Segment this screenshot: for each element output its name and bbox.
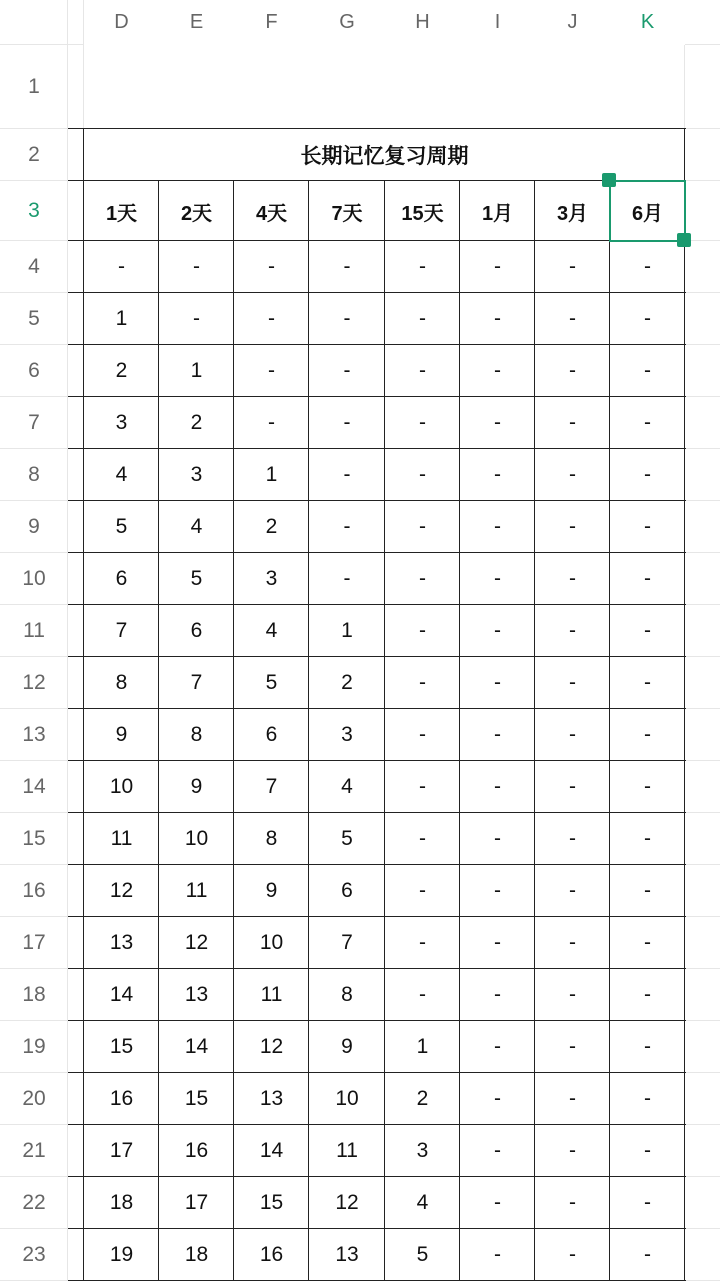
data-cell[interactable]: -	[644, 723, 651, 746]
data-cell[interactable]: 18	[109, 1191, 134, 1214]
data-cell[interactable]: -	[268, 307, 275, 330]
data-cell[interactable]: -	[644, 255, 651, 278]
row-header-4[interactable]: 4	[28, 255, 40, 278]
data-cell[interactable]: -	[569, 879, 576, 902]
table-border	[68, 656, 686, 657]
data-cell[interactable]: -	[494, 1243, 501, 1266]
data-cell[interactable]: -	[644, 879, 651, 902]
row-header-5[interactable]: 5	[28, 307, 40, 330]
data-cell[interactable]: -	[494, 619, 501, 642]
data-cell[interactable]: 12	[109, 879, 134, 902]
data-cell[interactable]: 5	[115, 515, 128, 538]
data-cell[interactable]: -	[343, 255, 351, 278]
data-cell[interactable]: -	[193, 255, 200, 278]
data-cell[interactable]: -	[494, 723, 501, 746]
data-cell[interactable]: 6	[190, 619, 203, 642]
table-border	[459, 181, 460, 1280]
data-cell[interactable]: -	[569, 463, 576, 486]
data-cell[interactable]: -	[343, 567, 351, 590]
data-cell[interactable]: -	[419, 723, 426, 746]
data-cell[interactable]: -	[419, 671, 426, 694]
row-header-10[interactable]: 10	[22, 567, 46, 590]
data-cell[interactable]: -	[569, 1035, 576, 1058]
table-border	[68, 1072, 686, 1073]
data-cell[interactable]: -	[419, 359, 426, 382]
row-header-9[interactable]: 9	[28, 515, 40, 538]
data-cell[interactable]: -	[419, 307, 426, 330]
data-cell[interactable]: 9	[115, 723, 128, 746]
data-cell[interactable]: -	[494, 775, 501, 798]
data-cell[interactable]: 16	[109, 1087, 134, 1110]
data-cell[interactable]: -	[419, 463, 426, 486]
table-border	[384, 181, 385, 1280]
data-cell[interactable]: -	[644, 463, 651, 486]
row-header-22[interactable]: 22	[22, 1191, 46, 1214]
data-cell[interactable]: 7	[265, 775, 278, 798]
data-cell[interactable]: 3	[416, 1139, 429, 1162]
data-cell[interactable]: -	[419, 411, 426, 434]
data-cell[interactable]: 11	[110, 827, 133, 850]
row-header-8[interactable]: 8	[28, 463, 40, 486]
table-border	[68, 344, 686, 345]
data-cell[interactable]: -	[268, 255, 275, 278]
table-border	[68, 1124, 686, 1125]
selection-handle-top-left[interactable]	[602, 173, 616, 187]
data-cell[interactable]: -	[494, 827, 501, 850]
data-cell[interactable]: 2	[265, 515, 278, 538]
data-cell[interactable]: 5	[190, 567, 203, 590]
selection-handle-bottom-right[interactable]	[677, 233, 691, 247]
data-cell[interactable]: 10	[109, 775, 134, 798]
data-cell[interactable]: 12	[259, 1035, 284, 1058]
table-border	[68, 292, 686, 293]
data-cell[interactable]: 4	[341, 775, 353, 798]
data-cell[interactable]: -	[419, 567, 426, 590]
data-cell[interactable]: -	[569, 931, 576, 954]
data-cell[interactable]: 2	[341, 671, 353, 694]
data-cell[interactable]: -	[494, 463, 501, 486]
data-cell[interactable]: -	[644, 827, 651, 850]
data-cell[interactable]: -	[644, 567, 651, 590]
data-cell[interactable]: 17	[184, 1191, 209, 1214]
data-cell[interactable]: 3	[190, 463, 203, 486]
interval-header-cell[interactable]: 3月	[556, 202, 589, 225]
data-cell[interactable]: -	[644, 931, 651, 954]
data-cell[interactable]: 7	[341, 931, 353, 954]
data-cell[interactable]: -	[494, 1087, 501, 1110]
data-cell[interactable]: 2	[190, 411, 203, 434]
table-border	[68, 812, 686, 813]
table-title[interactable]: 长期记忆复习周期	[300, 145, 469, 168]
table-border	[68, 708, 686, 709]
data-cell[interactable]: 3	[115, 411, 128, 434]
data-cell[interactable]: -	[569, 255, 576, 278]
table-border	[158, 181, 159, 1280]
row-header-6[interactable]: 6	[28, 359, 40, 382]
data-cell[interactable]: -	[644, 983, 651, 1006]
data-cell[interactable]: -	[419, 931, 426, 954]
data-cell[interactable]: -	[419, 515, 426, 538]
data-cell[interactable]: 8	[115, 671, 128, 694]
interval-header-cell[interactable]: 4天	[255, 202, 288, 225]
data-cell[interactable]: -	[644, 359, 651, 382]
data-cell[interactable]: 2	[416, 1087, 429, 1110]
data-cell[interactable]: -	[569, 983, 576, 1006]
table-border	[68, 760, 686, 761]
data-cell[interactable]: 11	[260, 983, 283, 1006]
table-border	[684, 129, 685, 1280]
data-cell[interactable]: 6	[115, 567, 128, 590]
data-cell[interactable]: 16	[259, 1243, 284, 1266]
data-cell[interactable]: -	[644, 1243, 651, 1266]
row-header-13[interactable]: 13	[22, 723, 46, 746]
column-header-f[interactable]: F	[234, 0, 309, 45]
data-cell[interactable]: -	[494, 1035, 501, 1058]
table-border	[68, 916, 686, 917]
data-cell[interactable]: 8	[341, 983, 353, 1006]
data-cell[interactable]: -	[644, 1035, 651, 1058]
data-cell[interactable]: -	[494, 1139, 501, 1162]
data-cell[interactable]: -	[494, 359, 501, 382]
table-border	[68, 448, 686, 449]
data-cell[interactable]: 7	[115, 619, 128, 642]
row-header-18[interactable]: 18	[22, 983, 46, 1006]
table-border	[609, 181, 610, 1280]
table-border	[68, 968, 686, 969]
data-cell[interactable]: 8	[265, 827, 278, 850]
data-cell[interactable]: 6	[341, 879, 353, 902]
data-cell[interactable]: 17	[109, 1139, 134, 1162]
table-border	[68, 1020, 686, 1021]
data-cell[interactable]: -	[343, 307, 351, 330]
table-border	[68, 864, 686, 865]
data-cell[interactable]: 15	[259, 1191, 284, 1214]
data-cell[interactable]: -	[494, 983, 501, 1006]
data-cell[interactable]: 10	[259, 931, 284, 954]
data-cell[interactable]: 11	[336, 1139, 358, 1162]
row-header-2[interactable]: 2	[28, 143, 40, 166]
data-cell[interactable]: -	[343, 515, 351, 538]
table-border	[68, 180, 686, 181]
row-header-16[interactable]: 16	[22, 879, 46, 902]
data-cell[interactable]: -	[644, 1191, 651, 1214]
data-cell[interactable]: -	[343, 463, 351, 486]
data-cell[interactable]: 13	[109, 931, 134, 954]
row-header-12[interactable]: 12	[22, 671, 46, 694]
data-cell[interactable]: 7	[190, 671, 203, 694]
table-border	[68, 240, 686, 241]
data-cell[interactable]: -	[569, 619, 576, 642]
data-cell[interactable]: 9	[265, 879, 278, 902]
column-header-e[interactable]: E	[159, 0, 234, 45]
data-cell[interactable]: 1	[265, 463, 278, 486]
column-header-j[interactable]: J	[535, 0, 610, 45]
data-cell[interactable]: 3	[265, 567, 278, 590]
data-cell[interactable]: 10	[335, 1087, 359, 1110]
interval-header-cell[interactable]: 15天	[401, 202, 444, 225]
data-cell[interactable]: 14	[184, 1035, 209, 1058]
data-cell[interactable]: -	[419, 879, 426, 902]
row-header-14[interactable]: 14	[22, 775, 46, 798]
data-cell[interactable]: 13	[184, 983, 209, 1006]
interval-header-cell[interactable]: 2天	[180, 202, 213, 225]
data-cell[interactable]: 12	[335, 1191, 359, 1214]
interval-header-cell[interactable]: 1月	[481, 202, 514, 225]
data-cell[interactable]: -	[343, 411, 351, 434]
data-cell[interactable]: -	[569, 1243, 576, 1266]
data-cell[interactable]: -	[193, 307, 200, 330]
data-cell[interactable]: -	[569, 1139, 576, 1162]
data-cell[interactable]: -	[569, 1087, 576, 1110]
data-cell[interactable]: -	[569, 1191, 576, 1214]
data-cell[interactable]: -	[419, 827, 426, 850]
data-cell[interactable]: -	[419, 619, 426, 642]
table-border	[68, 396, 686, 397]
data-cell[interactable]: -	[644, 515, 651, 538]
data-cell[interactable]: -	[644, 1087, 651, 1110]
data-cell[interactable]: -	[494, 411, 501, 434]
data-cell[interactable]: -	[494, 255, 501, 278]
data-cell[interactable]: 1	[341, 619, 353, 642]
data-cell[interactable]: -	[494, 879, 501, 902]
data-cell[interactable]: -	[569, 775, 576, 798]
table-border	[534, 181, 535, 1280]
data-cell[interactable]: -	[494, 515, 501, 538]
row-header-1[interactable]: 1	[28, 75, 40, 98]
data-cell[interactable]: 4	[190, 515, 203, 538]
table-border	[68, 1228, 686, 1229]
column-header-g[interactable]: G	[309, 0, 385, 45]
table-border	[233, 181, 234, 1280]
row-header-17[interactable]: 17	[22, 931, 46, 954]
data-cell[interactable]: -	[569, 307, 576, 330]
data-cell[interactable]: -	[494, 671, 501, 694]
row-header-21[interactable]: 21	[22, 1139, 46, 1162]
data-cell[interactable]: 1	[190, 359, 203, 382]
data-cell[interactable]: -	[644, 307, 651, 330]
row-header-7[interactable]: 7	[28, 411, 40, 434]
data-cell[interactable]: -	[569, 567, 576, 590]
data-cell[interactable]: 18	[184, 1243, 209, 1266]
data-cell[interactable]: 1	[115, 307, 128, 330]
table-border	[68, 604, 686, 605]
data-cell[interactable]: -	[268, 359, 275, 382]
data-cell[interactable]: -	[268, 411, 275, 434]
selection-box	[609, 180, 686, 242]
data-cell[interactable]: 5	[416, 1243, 429, 1266]
interval-header-cell[interactable]: 6月	[631, 202, 664, 225]
row-header-15[interactable]: 15	[22, 827, 46, 850]
data-cell[interactable]: -	[569, 515, 576, 538]
interval-header-cell[interactable]: 1天	[105, 202, 138, 225]
data-cell[interactable]: 4	[265, 619, 278, 642]
data-cell[interactable]: 14	[109, 983, 134, 1006]
data-cell[interactable]: 9	[190, 775, 203, 798]
data-cell[interactable]: -	[343, 359, 351, 382]
table-border	[68, 128, 686, 129]
data-cell[interactable]: -	[644, 775, 651, 798]
row-header-19[interactable]: 19	[22, 1035, 46, 1058]
data-cell[interactable]: -	[569, 411, 576, 434]
data-cell[interactable]: 1	[416, 1035, 429, 1058]
row-header-11[interactable]: 11	[23, 619, 45, 642]
data-cell[interactable]: -	[569, 827, 576, 850]
data-cell[interactable]: 15	[109, 1035, 134, 1058]
data-cell[interactable]: 5	[341, 827, 353, 850]
data-cell[interactable]: 8	[190, 723, 203, 746]
data-cell[interactable]: -	[569, 359, 576, 382]
table-border	[68, 1176, 686, 1177]
data-cell[interactable]: -	[494, 931, 501, 954]
data-cell[interactable]: -	[644, 619, 651, 642]
table-border	[308, 181, 309, 1280]
data-cell[interactable]: -	[644, 671, 651, 694]
data-cell[interactable]: 13	[259, 1087, 284, 1110]
row-header-23[interactable]: 23	[22, 1243, 46, 1266]
data-cell[interactable]: -	[569, 671, 576, 694]
table-border	[83, 129, 84, 1280]
data-cell[interactable]: 4	[115, 463, 128, 486]
data-cell[interactable]: 10	[184, 827, 209, 850]
data-cell[interactable]: -	[494, 307, 501, 330]
data-cell[interactable]: -	[569, 723, 576, 746]
row-header-3[interactable]: 3	[28, 199, 40, 222]
data-cell[interactable]: 9	[341, 1035, 353, 1058]
data-cell[interactable]: 19	[109, 1243, 134, 1266]
data-cell[interactable]: -	[494, 567, 501, 590]
data-cell[interactable]: 12	[184, 931, 209, 954]
data-cell[interactable]: 14	[259, 1139, 284, 1162]
data-cell[interactable]: -	[644, 1139, 651, 1162]
data-cell[interactable]: 16	[184, 1139, 209, 1162]
data-cell[interactable]: 11	[185, 879, 208, 902]
data-cell[interactable]: 6	[265, 723, 278, 746]
row-header-20[interactable]: 20	[22, 1087, 46, 1110]
data-cell[interactable]: 2	[115, 359, 128, 382]
data-cell[interactable]: -	[419, 983, 426, 1006]
data-cell[interactable]: 15	[184, 1087, 209, 1110]
interval-header-cell[interactable]: 7天	[331, 202, 363, 225]
data-cell[interactable]: 5	[265, 671, 278, 694]
table-border	[68, 552, 686, 553]
data-cell[interactable]: -	[118, 255, 125, 278]
data-cell[interactable]: -	[494, 1191, 501, 1214]
data-cell[interactable]: -	[419, 255, 426, 278]
column-header-k[interactable]: K	[610, 0, 685, 45]
data-cell[interactable]: -	[644, 411, 651, 434]
data-cell[interactable]: 4	[416, 1191, 429, 1214]
data-cell[interactable]: 3	[341, 723, 353, 746]
data-cell[interactable]: -	[419, 775, 426, 798]
column-header-d[interactable]: D	[84, 0, 159, 45]
table-border	[68, 500, 686, 501]
column-header-h[interactable]: H	[385, 0, 460, 45]
data-cell[interactable]: 13	[335, 1243, 359, 1266]
column-header-i[interactable]: I	[460, 0, 535, 45]
